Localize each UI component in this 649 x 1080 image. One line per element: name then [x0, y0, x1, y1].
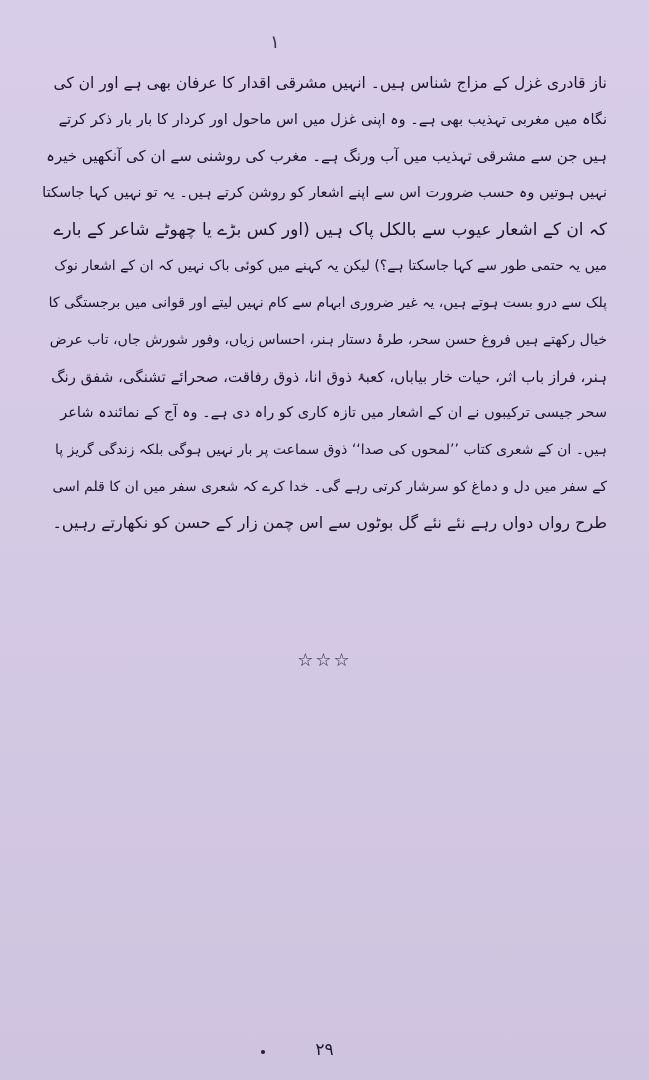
text-line: طرح رواں دواں رہے نئے نئے گل بوٹوں سے اس چمن زار کے حسن کو نکھارتے رہیں۔ — [52, 513, 607, 533]
text-line: خیال رکھتے ہیں فروغ حسن سحر، طرۂ دستار ہنر، احساس زیاں، وفور شورش جاں، تاب عرض — [49, 331, 607, 348]
page-number: ۲۹ — [315, 1040, 334, 1060]
text-line: ہیں۔ ان کے شعری کتاب ’’لمحوں کی صدا‘‘ ذوق سماعت پر بار نہیں ہوگی بلکہ زندگی گریز پا — [55, 441, 607, 458]
text-line: کے سفر میں دل و دماغ کو سرشار کرتی رہے گی۔ خدا کرے کہ شعری سفر میں ان کا قلم اسی — [52, 478, 607, 495]
text-line: نگاہ میں مغربی تہذیب بھی ہے۔ وہ اپنی غزل میں اس ماحول اور کردار کا بار بار ذکر کرتے — [58, 111, 607, 128]
body-text — [42, 65, 607, 542]
text-line: پلک سے درو بست ہوتے ہیں، یہ غیر ضروری ابہام سے کام نہیں لیتے اور قوانی میں برجستگی کا — [48, 295, 607, 312]
top-mark: ١ — [270, 32, 280, 53]
text-line: نہیں ہوتیں وہ حسب ضرورت اس سے اپنے اشعار کو روشن کرتے ہیں۔ یہ تو نہیں کہا جاسکتا — [42, 185, 607, 202]
text-line: کہ ان کے اشعار عیوب سے بالکل پاک ہیں (اور کس بڑے یا چھوٹے شاعر کے بارے — [53, 219, 607, 240]
text-line: میں یہ حتمی طور سے کہا جاسکتا ہے؟) لیکن یہ کہنے میں کوئی باک نہیں کہ ان کے اشعار نوک — [54, 258, 607, 275]
section-separator-stars: ☆☆☆ — [297, 650, 352, 671]
text-line: ہیں جن سے مشرقی تہذیب میں آب ورنگ ہے۔ مغرب کی روشنی سے ان کی آنکھیں خیرہ — [46, 147, 607, 166]
text-line: ہنر، فراز باب اثر، حیات خار بیاباں، کعبۂ ذوق انا، ذوق رفاقت، صحرائے تشنگی، شفق رنگ — [51, 367, 607, 386]
text-line: ناز قادری غزل کے مزاج شناس ہیں۔ انہیں مشرقی اقدار کا عرفان بھی ہے اور ان کی — [53, 74, 607, 92]
text-line: سحر جیسی ترکیبوں نے ان کے اشعار میں تازہ کاری کو راہ دی ہے۔ وہ آج کے نمائندہ شاعر — [60, 405, 607, 422]
